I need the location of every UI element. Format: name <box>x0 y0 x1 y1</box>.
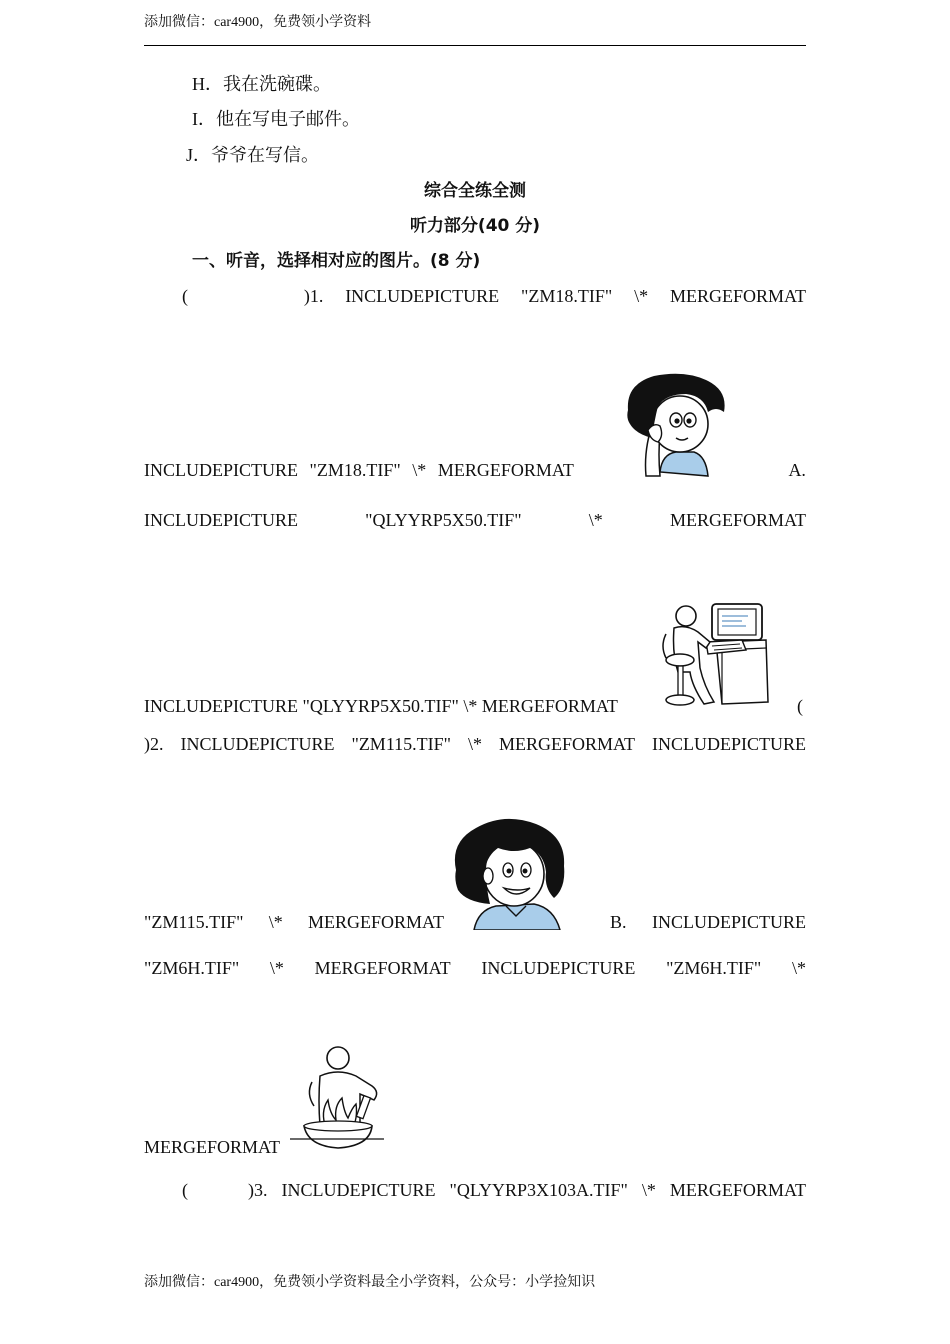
option-i: I．他在写电子邮件。 <box>192 109 360 129</box>
q2-field1-switch: \* <box>467 734 482 754</box>
section-title: 综合全练全测 <box>424 181 526 201</box>
q1-field1-file: "ZM18.TIF" <box>521 286 613 306</box>
q1-field1-fmt: MERGEFORMAT <box>669 286 806 306</box>
q1-field4: INCLUDEPICTURE "QLYYRP5X50.TIF" \* MERGEFORMAT <box>144 696 618 716</box>
q2-field4-cmd: INCLUDEPICTURE <box>481 958 636 978</box>
q1-answer-paren: ( <box>182 286 188 306</box>
q1-field1-cmd: INCLUDEPICTURE <box>345 286 500 306</box>
option-h: H．我在洗碗碟。 <box>192 74 331 94</box>
q3-line-1 <box>144 1178 806 1202</box>
person-cooking-icon <box>290 1042 386 1154</box>
q3-answer-paren: ( <box>182 1180 188 1200</box>
q1-number: )1. <box>303 286 324 306</box>
header-note: 添加微信：car4900，免费领小学资料 <box>144 15 372 30</box>
q2-field4-switch: \* <box>791 958 806 978</box>
q2-field3-fmt: MERGEFORMAT <box>314 958 451 978</box>
q2-field4-file: "ZM6H.TIF" <box>666 958 762 978</box>
q1-field3-file: "QLYYRP5X50.TIF" <box>365 510 522 530</box>
q3-field1-cmd: INCLUDEPICTURE <box>281 1180 436 1200</box>
q2-field3-switch: \* <box>269 958 284 978</box>
q2-line-2-right <box>610 910 806 934</box>
q2-line-3 <box>144 956 806 980</box>
person-computer-icon <box>656 598 774 712</box>
option-j: J．爷爷在写信。 <box>186 145 320 165</box>
girl-smiling-icon <box>450 818 570 930</box>
q3-field1-fmt: MERGEFORMAT <box>669 1180 806 1200</box>
q1-field2-file: "ZM18.TIF" <box>309 460 401 480</box>
q1-field1-switch: \* <box>634 286 649 306</box>
q2-number: )2. <box>144 734 164 754</box>
q3-field1-switch: \* <box>641 1180 656 1200</box>
q3-number: )3. <box>248 1180 268 1200</box>
q2-field1-file: "ZM115.TIF" <box>351 734 451 754</box>
header-rule <box>144 45 806 46</box>
q2-field3-file: "ZM6H.TIF" <box>144 958 240 978</box>
q2-option-b: B. <box>610 912 627 932</box>
q2-field2-switch: \* <box>268 912 283 932</box>
q1-field3-cmd: INCLUDEPICTURE <box>144 510 298 530</box>
girl-thinking-icon <box>624 372 732 478</box>
q2-line-2-left <box>144 910 444 934</box>
q1-field3-fmt: MERGEFORMAT <box>669 510 806 530</box>
q2-field2-cmd: INCLUDEPICTURE <box>652 734 806 754</box>
q2-field4-fmt: MERGEFORMAT <box>144 1137 281 1157</box>
q2-answer-paren: ( <box>797 696 803 716</box>
q1-field2-fmt: MERGEFORMAT <box>437 460 574 480</box>
q1-field3-switch: \* <box>588 510 603 530</box>
q2-line-1 <box>144 732 806 756</box>
q2-field1-fmt: MERGEFORMAT <box>498 734 636 754</box>
q1-line-3 <box>144 508 806 532</box>
q2-field2-file: "ZM115.TIF" <box>144 912 244 932</box>
part-title <box>144 213 806 238</box>
q1-option-a: A. <box>788 460 806 480</box>
q2-field3-cmd: INCLUDEPICTURE <box>652 912 806 932</box>
q2-field2-fmt: MERGEFORMAT <box>307 912 444 932</box>
question-heading: 一、听音，选择相对应的图片。(8 分) <box>192 251 481 271</box>
q1-field2-cmd: INCLUDEPICTURE <box>144 460 298 480</box>
footer-note: 添加微信：car4900，免费领小学资料最全小学资料，公众号：小学捡知识 <box>144 1275 596 1290</box>
q3-field1-file: "QLYYRP3X103A.TIF" <box>449 1180 628 1200</box>
q1-field2-switch: \* <box>412 460 427 480</box>
q2-field1-cmd: INCLUDEPICTURE <box>180 734 335 754</box>
q1-line-1 <box>144 284 806 308</box>
part-title-text: 听力部分(40 分) <box>409 216 541 236</box>
